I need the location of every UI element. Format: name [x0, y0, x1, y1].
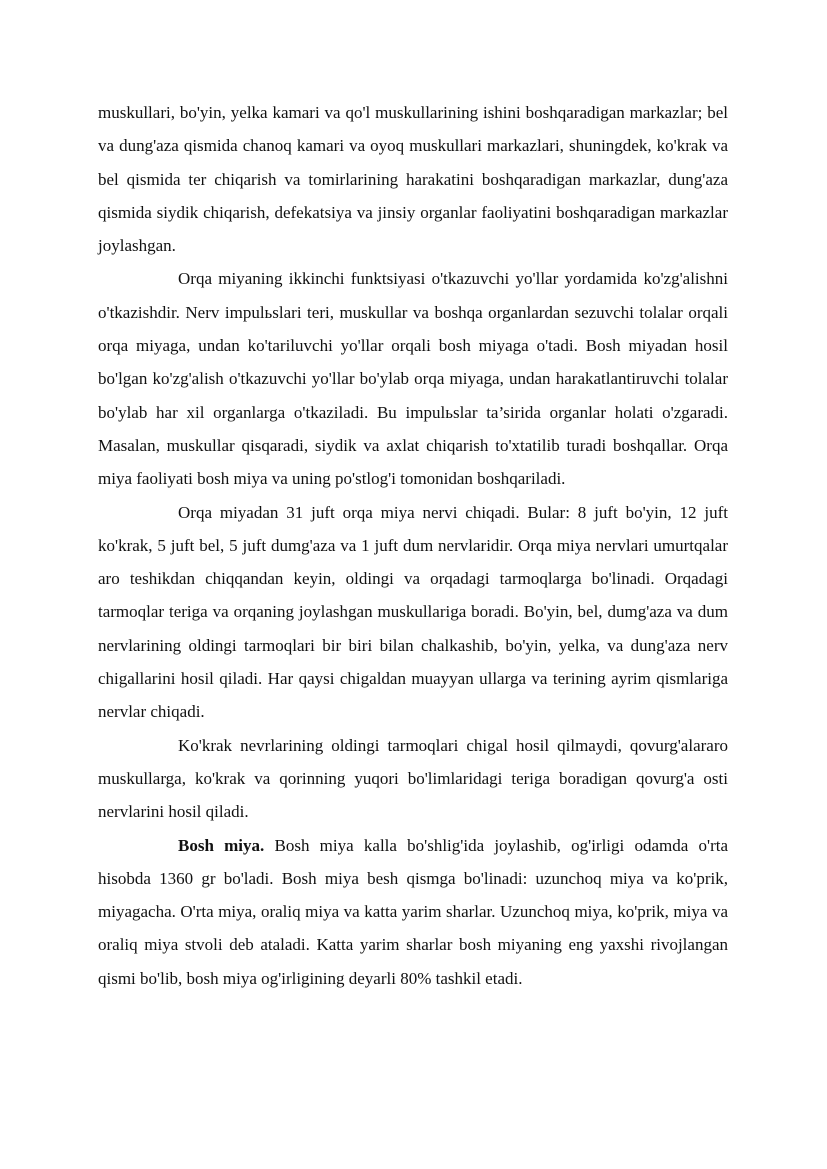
- paragraph-text: Orqa miyaning ikkinchi funktsiyasi o'tkazuvchi yo'llar yordamida ko'zg'alishni o'tkazishdir. Nerv impulьslari teri, muskullar va boshqa organlardan sezuvchi tolalar orqali orqa miyaga, undan ko'tariluvchi yo'llar orqali bosh miyaga o'tadi. Bosh miyadan hosil bo'lgan ko'zg'alish o'tkazuvchi yo'llar bo'ylab orqa miyaga, undan harakatlantiruvchi tolalar bo'ylab har xil organlarga o'tkaziladi. Bu impulьslar ta’sirida organlar holati o'zgaradi. Masalan, muskullar qisqaradi, siydik va axlat chiqarish to'xtatilib turadi boshqallar. Orqa miya faoliyati bosh miya va uning po'stlog'i tomonidan boshqariladi.: [98, 269, 728, 489]
- paragraph-text: Orqa miyadan 31 juft orqa miya nervi chiqadi. Bular: 8 juft bo'yin, 12 juft ko'krak, 5 juft bel, 5 juft dumg'aza va 1 juft dum nervlaridir. Orqa miya nervlari umurtqalar aro teshikdan chiqqandan keyin, oldingi va orqadagi tarmoqlarga bo'linadi. Orqadagi tarmoqlar teriga va orqaning joylashgan muskullariga boradi. Bo'yin, bel, dumg'aza va dum nervlarining oldingi tarmoqlari bir biri bilan chalkashib, bo'yin, yelka, va dung'aza nerv chigallarini hosil qiladi. Har qaysi chigaldan muayyan ullarga va terining ayrim qismlariga nervlar chiqadi.: [98, 502, 728, 722]
- paragraph-conduction-function: [98, 262, 728, 495]
- paragraph-thoracic-nerves: [98, 729, 728, 829]
- paragraph-text: Ko'krak nevrlarining oldingi tarmoqlari chigal hosil qilmaydi, qovurg'alararo muskullarga, ko'krak va qorinning yuqori bo'limlaridagi teriga boradigan qovurg'a osti nervlarini hosil qiladi.: [98, 735, 728, 822]
- paragraph-brain-section: [98, 829, 728, 995]
- paragraph-text: Bosh miya kalla bo'shlig'ida joylashib, og'irligi odamda o'rta hisobda 1360 gr bo'ladi. Bosh miya besh qismga bo'linadi: uzunchoq miya va ko'prik, miyagacha. O'rta miya, oraliq miya va katta yarim sharlar. Uzunchoq miya, ko'prik, miya va oraliq miya stvoli deb ataladi. Katta yarim sharlar bosh miyaning eng yaxshi rivojlangan qismi bo'lib, bosh miya og'irligining deyarli 80% tashkil etadi.: [98, 835, 729, 988]
- section-heading: Bosh miya.: [178, 835, 265, 855]
- paragraph-text: muskullari, bo'yin, yelka kamari va qo'l muskullarining ishini boshqaradigan markazlar; bel va dung'aza qismida chanoq kamari va oyoq muskullari markazlari, shuningdek, ko'krak va bel qismida ter chiqarish va tomirlarining harakatini boshqaradigan markazlar, dung'aza qismida siydik chiqarish, defekatsiya va jinsiy organlar faoliyatini boshqaradigan markazlar joylashgan.: [98, 103, 728, 256]
- paragraph-brain-centers: [98, 96, 728, 262]
- document-page: [98, 96, 728, 995]
- paragraph-spinal-nerves: [98, 496, 728, 729]
